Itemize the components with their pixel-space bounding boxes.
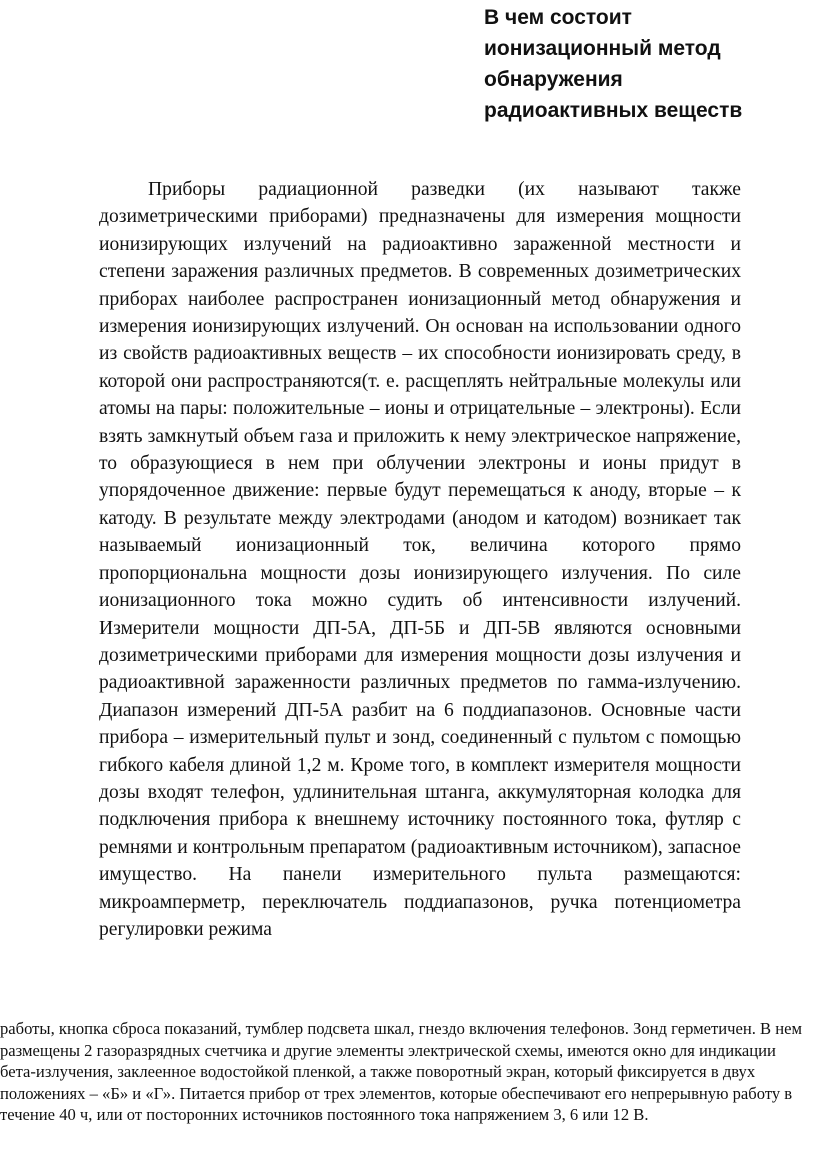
main-paragraph: Приборы радиационной разведки (их называют также дозиметрическими приборами) предназначены для измерения мощности ионизирующих излучений на радиоактивно зараженной местности и степени заражения различных предметов. В современных дозиметрических приборах наиболее распространен ионизационный метод обнаружения и измерения ионизирующих излучений. Он основан на использовании одного из свойств радиоактивных веществ – их способности ионизировать среду, в которой они распространяются(т. е. расщеплять нейтральные молекулы или атомы на пары: положительные – ионы и отрицательные – электроны). Если взять замкнутый объем газа и приложить к нему электрическое напряжение, то образующиеся в нем при облучении электроны и ионы придут в упорядоченное движение: первые будут перемещаться к аноду, вторые – к катоду. В результате между электродами (анодом и катодом) возникает так называемый ионизационный ток, величина которого прямо пропорциональна мощности дозы ионизирующего излучения. По силе ионизационного тока можно судить об интенсивности излучений. Измерители мощности ДП-5А, ДП-5Б и ДП-5В являются основными дозиметрическими приборами для измерения мощности дозы излучения и радиоактивной зараженности различных предметов по гамма-излучению. Диапазон измерений ДП-5А разбит на 6 поддиапазонов. Основные части прибора – измерительный пульт и зонд, соединенный с пультом с помощью гибкого кабеля длиной 1,2 м. Кроме того, в комплект измерителя мощности дозы входят телефон, удлинительная штанга, аккумуляторная колодка для подключения прибора к внешнему источнику постоянного тока, футляр с ремнями и контрольным препаратом (радиоактивным источником), запасное имущество. На панели измерительного пульта размещаются: микроамперметр, переключатель поддиапазонов, ручка потенциометра регулировки режима xyxy=(99,179,741,940)
page-title: В чем состоит ионизационный метод обнаружения радиоактивных веществ xyxy=(484,6,743,122)
continuation-paragraph: работы, кнопка сброса показаний, тумблер подсвета шкал, гнездо включения телефонов. Зонд герметичен. В нем размещены 2 газоразрядных счетчика и другие элементы электрической схемы, имеются окно для индикации бета-излучения, заклеенное водостойкой пленкой, а также поворотный экран, который фиксируется в двух положениях – «Б» и «Г». Питается прибор от трех элементов, которые обеспечивают его непрерывную работу в течение 40 ч, или от посторонних источников постоянного тока напряжением 3, 6 или 12 В. xyxy=(0,1019,802,1125)
